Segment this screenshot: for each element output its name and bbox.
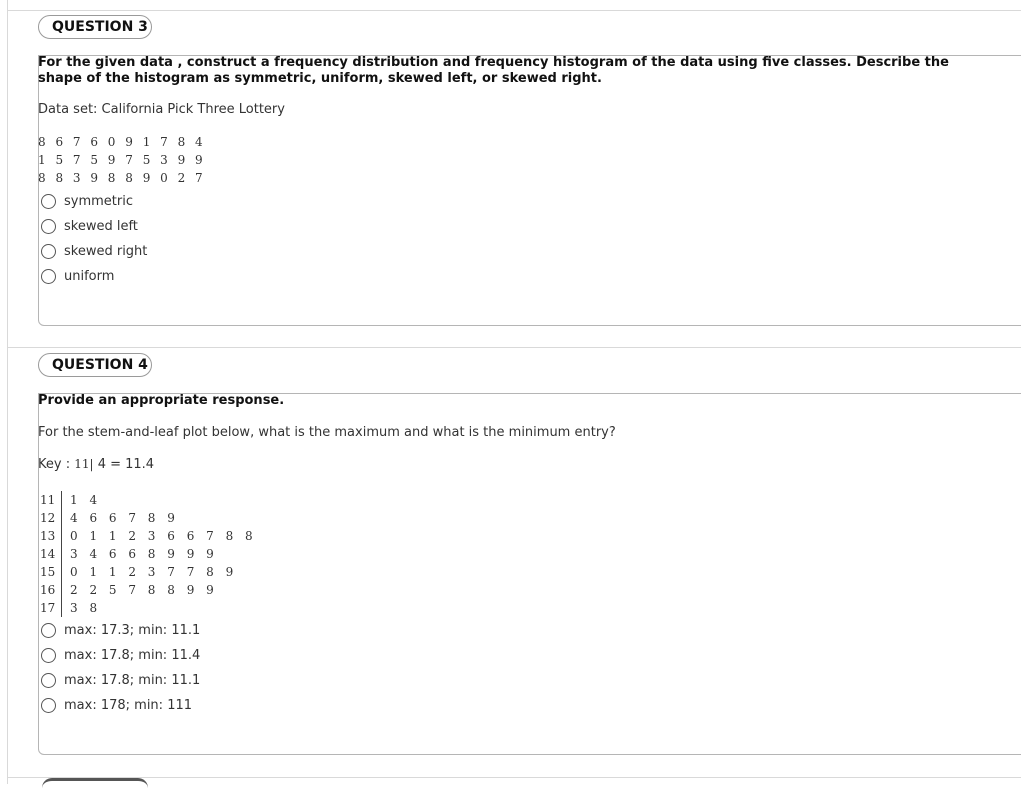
- radio-button[interactable]: [41, 269, 56, 284]
- left-border: [7, 0, 8, 784]
- radio-button[interactable]: [41, 698, 56, 713]
- leaves: 4 6 6 7 8 9: [70, 511, 179, 525]
- option-max-178-min-111[interactable]: [41, 695, 192, 715]
- bottom-divider: [7, 777, 1021, 778]
- stem-row: [38, 581, 257, 599]
- stem-row: [38, 491, 257, 509]
- option-label: symmetric: [64, 193, 133, 209]
- dataset-label: Data set: California Pick Three Lottery: [38, 102, 285, 117]
- option-label: max: 17.8; min: 11.1: [64, 672, 201, 688]
- key-stem: 11|: [74, 457, 94, 471]
- radio-button[interactable]: [41, 623, 56, 638]
- radio-button[interactable]: [41, 648, 56, 663]
- lottery-data: [38, 133, 206, 187]
- option-label: max: 178; min: 111: [64, 697, 193, 713]
- option-symmetric[interactable]: [41, 191, 133, 211]
- data-row: 8 8 3 9 8 8 9 0 2 7: [38, 171, 206, 185]
- option-max-17-3-min-11-1[interactable]: [41, 620, 200, 640]
- stem-row: [38, 599, 257, 617]
- option-label: uniform: [64, 268, 115, 284]
- stem-row: [38, 563, 257, 581]
- leaves: 0 1 1 2 3 6 6 7 8 8: [70, 529, 257, 543]
- option-max-17-8-min-11-1[interactable]: [41, 670, 200, 690]
- option-max-17-8-min-11-4[interactable]: [41, 645, 200, 665]
- question-4-prompt: Provide an appropriate response.: [38, 393, 285, 408]
- key-value: 4 = 11.4: [97, 457, 155, 472]
- question-4-label: QUESTION 4: [38, 353, 152, 377]
- option-skewed-right[interactable]: [41, 241, 147, 261]
- stem: 16: [38, 581, 62, 599]
- radio-button[interactable]: [41, 244, 56, 259]
- stem: 17: [38, 599, 62, 617]
- option-label: skewed left: [64, 218, 138, 234]
- stem-and-leaf-plot: [38, 491, 257, 617]
- question-3-prompt: For the given data , construct a frequency distribution and frequency histogram of the data using five classes. Describe the shape of the histogram as symmetric, uniform, skewed left, or skewed right.: [38, 55, 949, 86]
- question-divider: [7, 347, 1021, 348]
- stem: 15: [38, 563, 62, 581]
- question-3-label: QUESTION 3: [38, 15, 152, 39]
- radio-button[interactable]: [41, 219, 56, 234]
- leaves: 2 2 5 7 8 8 9 9: [70, 583, 218, 597]
- key-line: [38, 457, 154, 472]
- stem: 12: [38, 509, 62, 527]
- option-label: max: 17.8; min: 11.4: [64, 647, 201, 663]
- stem-row: [38, 527, 257, 545]
- option-uniform[interactable]: [41, 266, 114, 286]
- leaves: 1 4: [70, 493, 102, 507]
- stem: 11: [38, 491, 62, 509]
- option-label: max: 17.3; min: 11.1: [64, 622, 201, 638]
- stem-row: [38, 545, 257, 563]
- question-3-panel: [38, 55, 1021, 326]
- stem: 13: [38, 527, 62, 545]
- option-label: skewed right: [64, 243, 148, 259]
- data-row: 8 6 7 6 0 9 1 7 8 4: [38, 135, 206, 149]
- next-question-tab: [42, 778, 148, 795]
- stem-row: [38, 509, 257, 527]
- leaves: 3 8: [70, 601, 102, 615]
- leaves: 0 1 1 2 3 7 7 8 9: [70, 565, 238, 579]
- radio-button[interactable]: [41, 194, 56, 209]
- question-4-text: For the stem-and-leaf plot below, what is the maximum and what is the minimum entry?: [38, 425, 616, 440]
- top-divider: [7, 10, 1021, 11]
- leaves: 3 4 6 6 8 9 9 9: [70, 547, 218, 561]
- data-row: 1 5 7 5 9 7 5 3 9 9: [38, 153, 206, 167]
- radio-button[interactable]: [41, 673, 56, 688]
- stem: 14: [38, 545, 62, 563]
- option-skewed-left[interactable]: [41, 216, 138, 236]
- key-label: Key :: [38, 457, 71, 472]
